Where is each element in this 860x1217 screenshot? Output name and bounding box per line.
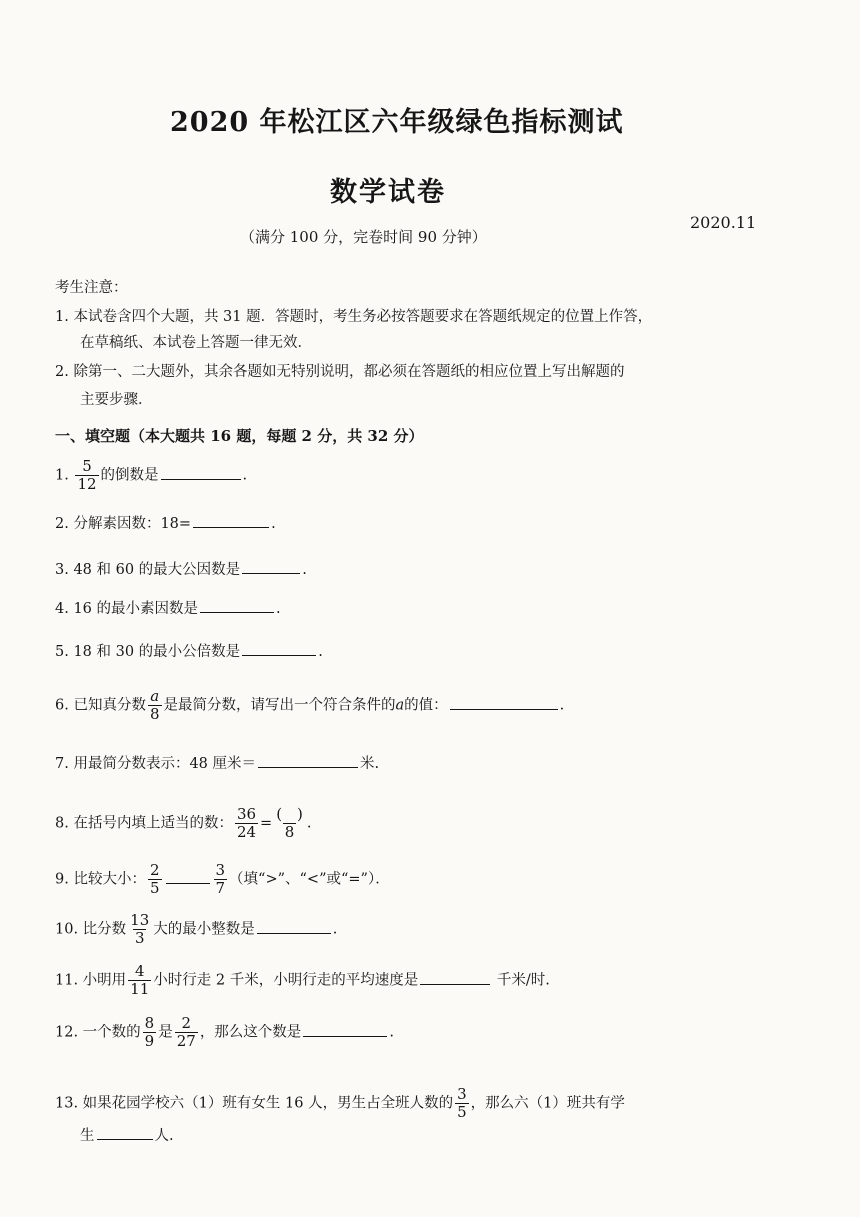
notice-item-2-cont: 主要步骤． bbox=[80, 392, 153, 408]
question-2: 2. 分解素因数：18= . bbox=[55, 512, 276, 533]
question-text: 48 和 60 的最大公因数是 bbox=[73, 562, 241, 578]
question-3: 3. 48 和 60 的最大公因数是 . bbox=[55, 558, 307, 579]
question-10: 10. 比分数 $\frac{13}{3}$ 大的最小整数是 . bbox=[55, 911, 338, 947]
answer-blank[interactable] bbox=[257, 919, 331, 934]
question-1: 1. $\frac{5}{12}$ 的倒数是 . bbox=[55, 457, 248, 493]
fraction: $\frac{5}{12}$ bbox=[77, 457, 97, 493]
answer-blank[interactable] bbox=[193, 513, 269, 528]
question-number: 7. bbox=[55, 756, 69, 772]
fraction: $\frac{8}{9}$ bbox=[144, 1014, 155, 1050]
question-text: 分解素因数：18= bbox=[73, 516, 192, 532]
question-number: 12. bbox=[55, 1024, 79, 1041]
fraction-blank[interactable]: $\frac{( )}{8}$ bbox=[276, 805, 303, 841]
answer-blank[interactable] bbox=[242, 559, 300, 574]
exam-subtitle: 数学试卷 bbox=[330, 177, 446, 208]
fraction: $\frac{2}{27}$ bbox=[176, 1014, 196, 1050]
question-12: 12. 一个数的 $\frac{8}{9}$ 是 $\frac{2}{27}$ ，那么这个数是 . bbox=[55, 1014, 394, 1050]
question-8: 8. 在括号内填上适当的数： $\frac{36}{24}$ = $\frac{( )}{8}$ . bbox=[55, 805, 312, 841]
section-1-heading: 一、填空题（本大题共 16 题，每题 2 分，共 32 分） bbox=[55, 427, 424, 445]
answer-blank[interactable] bbox=[303, 1022, 387, 1037]
question-number: 13. bbox=[55, 1095, 79, 1112]
question-number: 9. bbox=[55, 871, 69, 888]
question-number: 3. bbox=[55, 562, 69, 578]
full-mark-note: （满分 100 分，完卷时间 90 分钟） bbox=[240, 228, 487, 246]
fraction: $\frac{3}{7}$ bbox=[215, 861, 226, 897]
fraction: $\frac{2}{5}$ bbox=[149, 861, 160, 897]
question-number: 5. bbox=[55, 644, 69, 660]
question-5: 5. 18 和 30 的最小公倍数是 . bbox=[55, 640, 323, 661]
question-number: 1. bbox=[55, 467, 69, 484]
question-text: 16 的最小素因数是 bbox=[73, 601, 199, 617]
fraction: $\frac{4}{11}$ bbox=[130, 962, 150, 998]
question-11: 11. 小明用 $\frac{4}{11}$ 小时行走 2 千米，小明行走的平均速度是 千米/时. bbox=[55, 962, 550, 998]
answer-blank[interactable] bbox=[258, 753, 358, 768]
question-number: 6. bbox=[55, 697, 69, 714]
fraction: $\frac{36}{24}$ bbox=[236, 805, 257, 841]
fraction: $\frac{a}{8}$ bbox=[149, 687, 160, 723]
notice-item-1: 1. 本试卷含四个大题，共 31 题．答题时，考生务必按答题要求在答题纸规定的位置上作答， bbox=[55, 309, 653, 325]
fraction: $\frac{13}{3}$ bbox=[130, 911, 150, 947]
answer-blank[interactable] bbox=[242, 641, 316, 656]
question-7: 7. 用最简分数表示：48 厘米＝ 米. bbox=[55, 752, 379, 773]
answer-blank[interactable] bbox=[200, 598, 274, 613]
question-9: 9. 比较大小： $\frac{2}{5}$ $\frac{3}{7}$ （填“>”、“<”或“=”）． bbox=[55, 861, 390, 897]
question-number: 2. bbox=[55, 516, 69, 532]
notice-item-2: 2. 除第一、二大题外，其余各题如无特别说明，都必须在答题纸的相应位置上写出解题的 bbox=[55, 364, 625, 380]
notice-heading: 考生注意： bbox=[55, 280, 128, 296]
question-number: 8. bbox=[55, 815, 69, 832]
fraction: $\frac{3}{5}$ bbox=[457, 1085, 467, 1121]
question-number: 11. bbox=[55, 972, 79, 989]
question-4: 4. 16 的最小素因数是 . bbox=[55, 597, 281, 618]
question-number: 10. bbox=[55, 921, 79, 938]
notice-item-1-cont: 在草稿纸、本试卷上答题一律无效． bbox=[80, 335, 312, 351]
question-number: 4. bbox=[55, 601, 69, 617]
answer-blank[interactable] bbox=[161, 465, 241, 480]
answer-blank[interactable] bbox=[166, 869, 210, 884]
answer-blank[interactable] bbox=[450, 695, 558, 710]
exam-title: 2020 年松江区六年级绿色指标测试 bbox=[170, 107, 624, 138]
question-13-cont: 生 人. bbox=[80, 1124, 174, 1145]
answer-blank[interactable] bbox=[420, 970, 490, 985]
question-13: 13. 如果花园学校六（1）班有女生 16 人，男生占全班人数的 $\frac{3}{5}$ ，那么六（1）班共有学 bbox=[55, 1085, 625, 1121]
question-text: 18 和 30 的最小公倍数是 bbox=[73, 644, 241, 660]
question-6: 6. 已知真分数 $\frac{a}{8}$ 是最简分数，请写出一个符合条件的a的值： . bbox=[55, 687, 565, 723]
answer-blank[interactable] bbox=[97, 1125, 153, 1140]
question-text: 的倒数是 bbox=[100, 467, 159, 484]
exam-date: 2020.11 bbox=[690, 213, 757, 232]
